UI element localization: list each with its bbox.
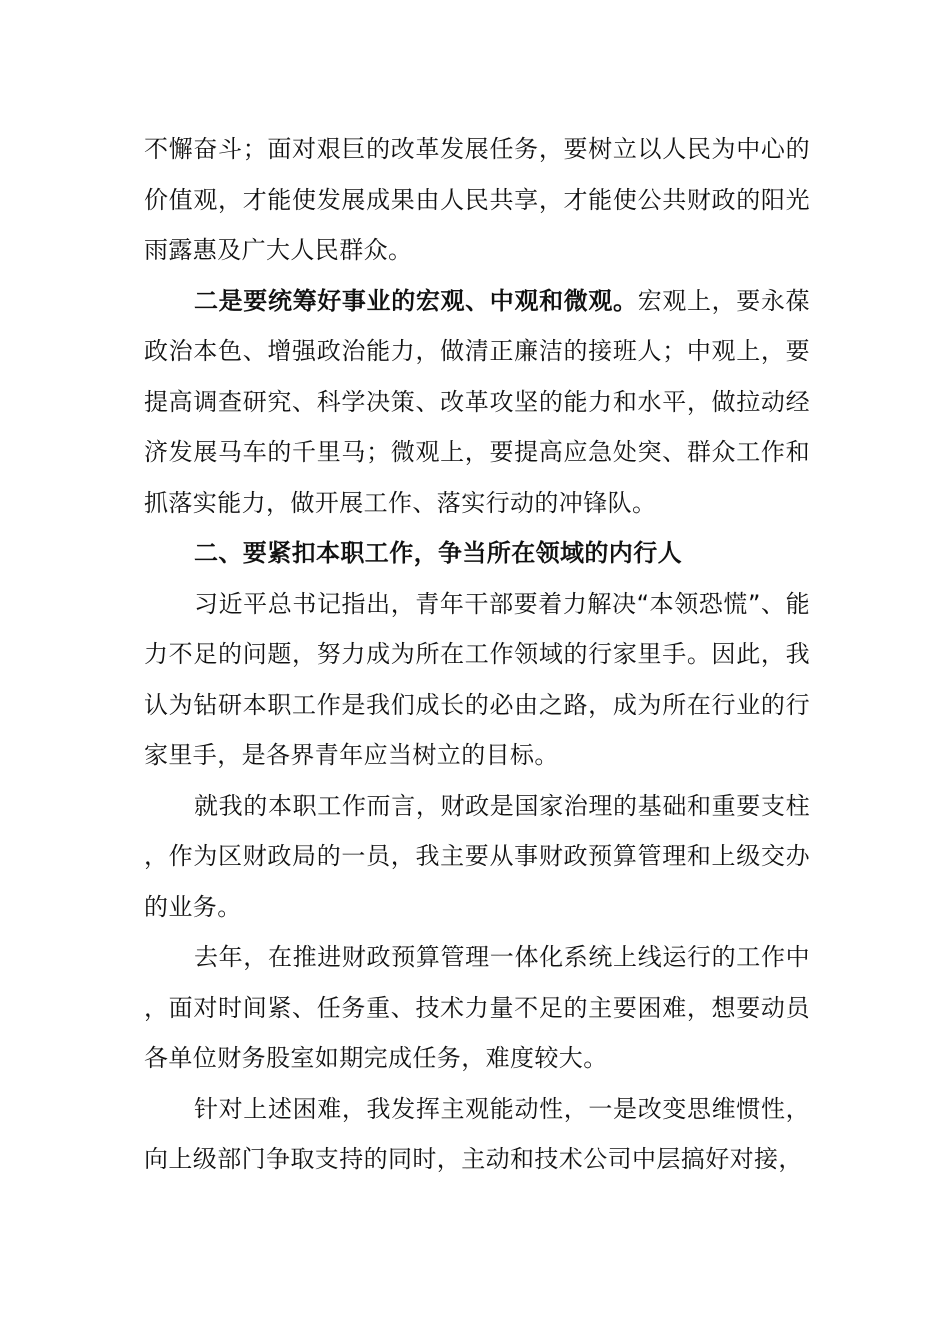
paragraph-xi-quote — [144, 579, 810, 781]
paragraph-continuation — [144, 124, 810, 276]
document-body — [144, 124, 810, 1185]
paragraph-macro-meso-micro — [144, 276, 810, 529]
paragraph-last-year — [144, 932, 810, 1084]
paragraph-text: 就我的本职工作而言，财政是国家治理的基础和重要支柱，作为区财政局的一员，我主要从事财政预算管理和上级交办的业务。 — [144, 791, 810, 921]
paragraph-my-work — [144, 781, 810, 933]
paragraph-lead-bold: 二是要统筹好事业的宏观、中观和微观。 — [194, 286, 638, 315]
section-heading: 二、要紧扣本职工作，争当所在领域的内行人 — [194, 539, 682, 567]
paragraph-text: 去年，在推进财政预算管理一体化系统上线运行的工作中，面对时间紧、任务重、技术力量不足的主要困难，想要动员各单位财务股室如期完成任务，难度较大。 — [144, 943, 810, 1072]
paragraph-text: 习近平总书记指出，青年干部要着力解决“本领恐慌”、能力不足的问题，努力成为所在工作领域的行家里手。因此，我认为钻研本职工作是我们成长的必由之路，成为所在行业的行家里手，是各界青年应当树立的目标。 — [144, 589, 810, 769]
paragraph-text: 宏观上，要永葆政治本色、增强政治能力，做清正廉洁的接班人；中观上，要提高调查研究、科学决策、改革攻坚的能力和水平，做拉动经济发展马车的千里马；微观上，要提高应急处突、群众工作和抓落实能力，做开展工作、落实行动的冲锋队。 — [144, 286, 810, 517]
paragraph-text: 针对上述困难，我发挥主观能动性，一是改变思维惯性，向上级部门争取支持的同时，主动和技术公司中层搞好对接， — [144, 1094, 810, 1173]
paragraph-text: 不懈奋斗；面对艰巨的改革发展任务，要树立以人民为中心的价值观，才能使发展成果由人民共享，才能使公共财政的阳光雨露惠及广大人民群众。 — [144, 135, 810, 264]
paragraph-response — [144, 1084, 810, 1185]
